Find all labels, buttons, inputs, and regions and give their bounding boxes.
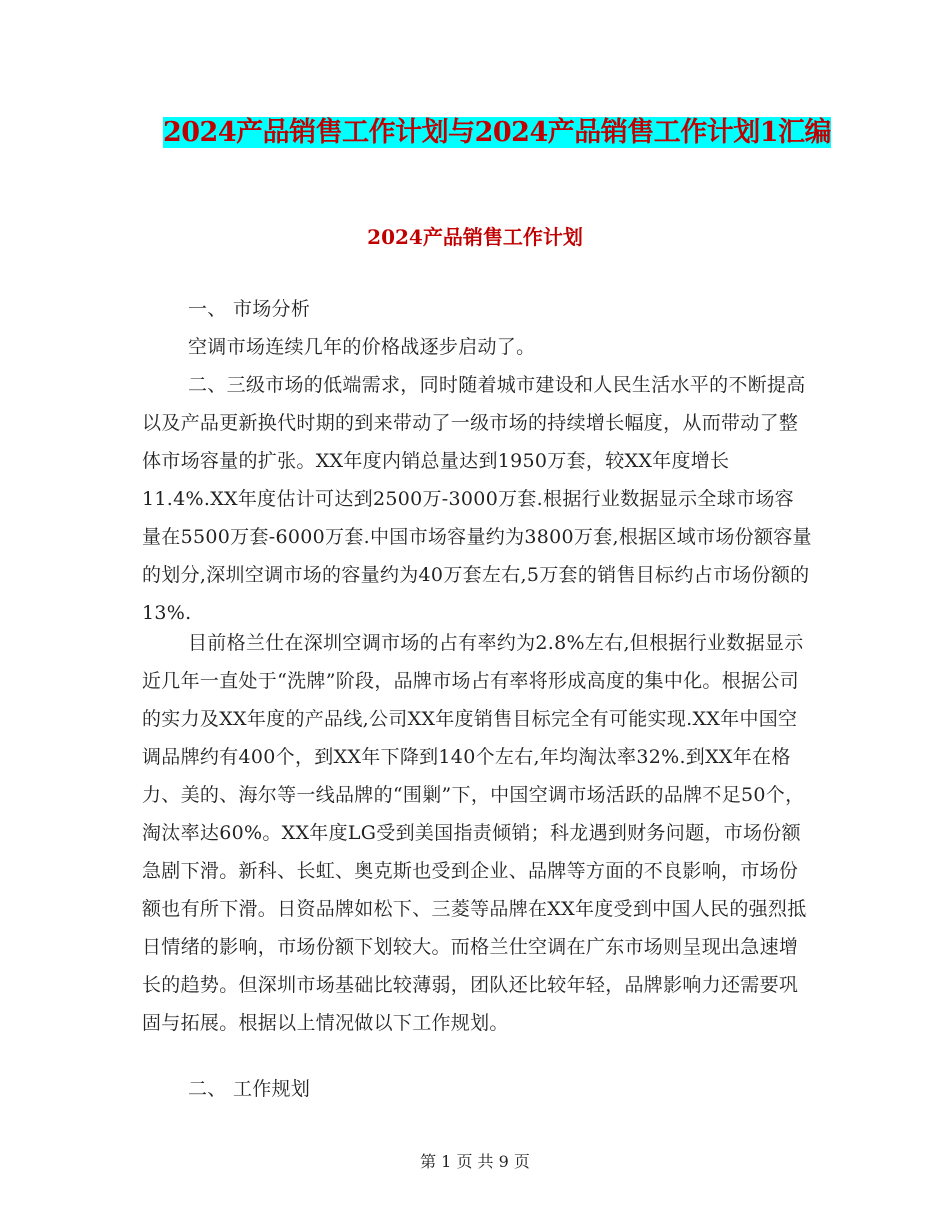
paragraph-market-share: 目前格兰仕在深圳空调市场的占有率约为2.8%左右,但根据行业数据显示近几年一直处于“洗牌”阶段，品牌市场占有率将形成高度的集中化。根据公司的实力及XX年度的产品线,公司XX年度销售目标完全有可能实现.XX年中国空调品牌约有400个，到XX年下降到140个左右,年均淘汰率32%.到XX年在格力、美的、海尔等一线品牌的“围剿”下，中国空调市场活跃的品牌不足50个，淘汰率达60%。XX年度LG受到美国指责倾销；科龙遇到财务问题，市场份额急剧下滑。新科、长虹、奥克斯也受到企业、品牌等方面的不良影响，市场份额也有所下滑。日资品牌如松下、三菱等品牌在XX年度受到中国人民的强烈抵日情绪的影响，市场份额下划较大。而格兰仕空调在广东市场则呈现出急速增长的趋势。但深圳市场基础比较薄弱，团队还比较年轻，品牌影响力还需要巩固与拓展。根据以上情况做以下工作规划。 [142,632,807,1034]
document-title [140,108,854,158]
paragraph-market-demand: 二、三级市场的低端需求，同时随着城市建设和人民生活水平的不断提高以及产品更新换代时期的到来带动了一级市场的持续增长幅度，从而带动了整体市场容量的扩张。XX年度内销总量达到1950万套，较XX年度增长11.4%.XX年度估计可达到2500万-3000万套.根据行业数据显示全球市场容量在5500万套-6000万套.中国市场容量约为3800万套,根据区域市场份额容量的划分,深圳空调市场的容量约为40万套左右,5万套的销售目标约占市场份额的13%. [142,374,812,624]
list-item-market-analysis: 一、 市场分析 [188,298,311,320]
paragraph-price-war: 空调市场连续几年的价格战逐步启动了。 [188,336,536,358]
list-item-work-planning: 二、 工作规划 [188,1078,311,1100]
document-title-highlight: 2024产品销售工作计划与2024产品销售工作计划1汇编 [162,117,832,148]
section-heading: 2024产品销售工作计划 [367,225,583,249]
page-footer: 第 1 页 共 9 页 [420,1152,530,1171]
